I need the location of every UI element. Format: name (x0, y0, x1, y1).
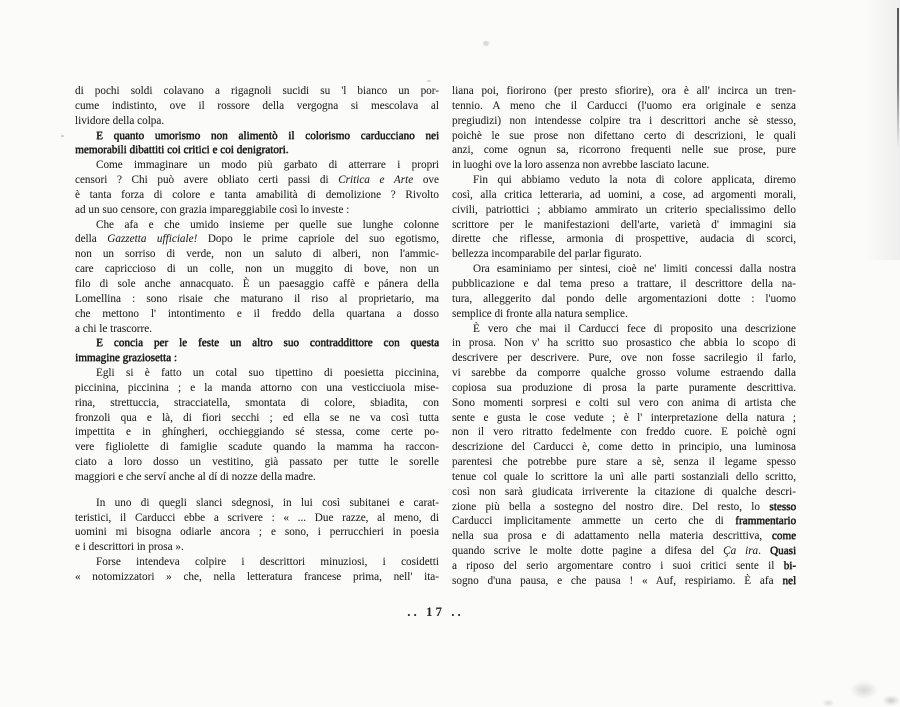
text-segment: bi- (783, 560, 796, 572)
text-segment: anzi, come ognun sa, ricorrono frequenti nelle sue prose, pure (452, 144, 796, 157)
text-segment: scrittore per le manifestazioni dell'arte, varietà d' immagini sia (452, 218, 796, 231)
text-segment: descrivere per descrivere. Pure, ove non fosse sacrilegio il farlo, (452, 352, 796, 365)
text-segment: così non sarà giudicata irriverente la citazione di qualche descri- (452, 485, 796, 498)
text-line (75, 99, 439, 114)
text-segment: Che afa e che umido insieme per quelle sue lunghe colonne (96, 218, 439, 231)
text-segment: tennio. A meno che il Carducci (l'uomo era originale e senza (452, 99, 796, 112)
text-segment: così, alla critica letteraria, ad uomini, a cose, ad argomenti morali, (452, 188, 796, 201)
text-segment: uomini mi bisogna odiarle ancora ; e sono, i perrucchieri in poesia (75, 526, 439, 539)
text-line (75, 322, 439, 337)
text-segment: stesso (769, 500, 796, 513)
text-line (75, 188, 439, 203)
text-segment: filo di sole anche annacquato. È un paesaggio caffè e pánera della (75, 277, 439, 290)
text-segment: zione più bella a sostegno del nostro dire. Del resto, lo (452, 500, 770, 513)
text-line (75, 307, 439, 322)
text-segment: È vero che mai il Carducci fece di proposito una descrizione (473, 322, 796, 335)
text-line (75, 455, 439, 470)
page-edge-fade (864, 0, 900, 260)
text-line (452, 114, 796, 129)
text-line (452, 351, 796, 366)
text-segment: immagine graziosetta : (75, 352, 177, 365)
scan-speck (427, 80, 431, 82)
text-segment: « notomizzatori » che, nella letteratura francese prima, nell' ita- (75, 571, 439, 583)
text-line (75, 292, 439, 307)
text-segment: Egli si è fatto un cotal suo tipettino di poesietta piccinina, (96, 367, 439, 380)
text-segment: teristici, il Carducci ebbe a scrivere : « ... Due razze, al meno, di (75, 511, 439, 524)
text-line (452, 440, 796, 455)
text-segment: lividore della colpa. (75, 114, 165, 127)
text-line (452, 203, 796, 218)
scan-smudge (850, 681, 878, 699)
text-line (75, 336, 439, 351)
text-line (75, 143, 439, 158)
text-segment: ove (413, 174, 439, 187)
text-line (452, 247, 796, 262)
text-line (452, 381, 796, 396)
text-segment: In uno di quegli slanci sdegnosi, in lui così subitanei e carat- (96, 496, 439, 509)
text-segment: tura, alleggerito dal pondo delle argomentazioni dotte : l'uomo (452, 292, 796, 305)
text-line (75, 555, 439, 570)
text-line (452, 129, 796, 144)
text-line (75, 84, 439, 99)
text-line (452, 336, 796, 351)
text-segment: maggiori e che serví anche al dí di nozze della madre. (75, 470, 316, 483)
text-segment: Lomellina : sono risaie che maturano il riso al proprietario, ma (75, 292, 439, 305)
text-line (452, 277, 796, 292)
text-line (75, 262, 439, 277)
text-line (452, 425, 796, 440)
text-segment: memorabili dibattiti coi critici e coi denigratori. (75, 144, 289, 157)
text-line (452, 455, 796, 470)
text-line (452, 173, 796, 188)
text-line (452, 232, 796, 247)
text-segment: in luoghi ove la loro assenza non avrebbe lasciato lacune. (452, 159, 710, 172)
text-segment: piccinina, piccinina ; e la manda attorno con una vesticciuola mise- (75, 381, 439, 394)
text-segment: copiosa sua produzione di prosa la parte puramente descrittiva. (452, 381, 796, 394)
text-line (75, 232, 439, 247)
text-line (75, 173, 439, 188)
text-line (75, 203, 439, 218)
text-segment: e i descrittori in prosa ». (75, 541, 184, 554)
text-line (75, 411, 439, 426)
text-line (452, 514, 796, 529)
text-segment: Ora esaminiamo per sintesi, cioè ne' limiti concessi dalla nostra (473, 263, 796, 276)
text-line (452, 99, 796, 114)
text-segment: rina, strettuccia, stracciatella, smontata di colore, sbiadita, con (75, 396, 439, 409)
text-line (75, 247, 439, 262)
text-segment: . (758, 545, 770, 558)
text-line (75, 158, 439, 173)
text-line (75, 129, 439, 144)
scan-smudge (882, 695, 900, 706)
text-segment: è tanta forza di colore e tanta amabilità di demolizione ? Rivolto (75, 188, 439, 201)
text-segment: come (771, 530, 796, 543)
text-segment: Sono momenti sorpresi e colti sul vero con anima di artista che (452, 396, 796, 409)
text-line (452, 411, 796, 426)
text-segment: nel (782, 574, 796, 587)
text-segment: censori ? Chi può avere obliato certi passi di (75, 174, 339, 187)
text-line (75, 425, 439, 440)
text-segment: di pochi soldi colavano a rigagnoli sucidi su 'l bianco un por- (75, 85, 439, 97)
text-segment: frammentario (735, 515, 796, 528)
text-segment: nella sua prosa e di adattamento nella materia descrittiva, (452, 530, 772, 543)
text-line (75, 114, 439, 129)
text-line (75, 440, 439, 455)
text-line (452, 559, 796, 574)
text-segment: ciato a loro dosso un vestitino, già passato per tutte le sorelle (75, 456, 439, 469)
text-segment: fronzoli qua e là, di fiori secchi ; ed ella se ne va così tutta (75, 411, 439, 424)
text-segment: Quasi (769, 545, 796, 558)
text-segment: Forse intendeva colpire i descrittori minuziosi, i cosidetti (96, 556, 439, 569)
text-segment: care capriccioso di un colle, non un muggito di bove, non un (75, 263, 439, 276)
text-segment: dirette che riflesse, armonia di prospettive, audacia di scorci, (452, 233, 796, 246)
text-line (452, 218, 796, 233)
text-column-left (75, 84, 439, 589)
text-segment: poichè le sue prose non difettano certo di descrizioni, le quali (452, 129, 796, 142)
text-segment: pubblicazione e dal tema preso a trattare, il descrittore della na- (452, 277, 796, 290)
text-segment: Fin qui abbiamo veduto la nota di colore applicata, diremo (473, 174, 796, 187)
text-segment: liana poi, fiorirono (per presto sfiorire), ora è all' incirca un tren- (452, 85, 796, 97)
text-line (75, 366, 439, 381)
text-line (452, 366, 796, 381)
scan-speck (483, 41, 489, 46)
text-line (452, 500, 796, 515)
text-line (452, 158, 796, 173)
text-line (75, 381, 439, 396)
text-line (452, 262, 796, 277)
text-line (75, 351, 439, 366)
text-line (75, 470, 439, 485)
text-segment: E quanto umorismo non alimentò il colorismo carducciano nei (96, 129, 439, 142)
text-line (452, 529, 796, 544)
text-line (75, 218, 439, 233)
text-segment: tenue col quale lo scrittore la unì alle parti sostanziali dello scritto, (452, 470, 796, 483)
text-line (75, 570, 439, 585)
text-segment: Dopo le prime capriole del suo egotismo, (197, 233, 439, 246)
text-line (75, 277, 439, 292)
text-segment: quando scrive le molte dotte pagine a difesa del (452, 545, 724, 558)
italic-text: Gazzetta ufficiale! (107, 233, 198, 246)
text-segment: E concia per le feste un altro suo contraddittore con questa (96, 337, 439, 350)
text-line (75, 525, 439, 540)
text-line (452, 84, 796, 99)
text-segment: parentesi che potrebbe pure stare a sè, senza il legame spesso (452, 456, 796, 469)
text-line (452, 307, 796, 322)
text-segment: pregiudizi) non intendesse colpire tra i descrittori anche sè stesso, (452, 114, 796, 127)
text-segment: vi sarebbe da comporre qualche grosso volume estraendo dalla (452, 367, 796, 380)
text-line (452, 396, 796, 411)
text-line (452, 485, 796, 500)
italic-text: Critica e Arte (338, 174, 414, 187)
text-line (75, 540, 439, 555)
text-segment: bellezza incomparabile del parlar figurato. (452, 248, 642, 261)
text-segment: civili, patriottici ; abbiamo ammirato un criterio specialissimo dello (452, 203, 796, 216)
italic-text: Ça ira (723, 545, 759, 558)
text-segment: a chi le trascorre. (75, 322, 153, 335)
text-segment: Come immaginare un modo più garbato di atterrare i propri (96, 159, 439, 172)
text-line (452, 143, 796, 158)
text-segment: a riposo del serio argomentare contro i suoi critici sente il (452, 560, 784, 572)
text-segment: cume indistinto, ove il rossore della vergogna si mescolava al (75, 99, 439, 112)
text-line (452, 322, 796, 337)
scan-speck (61, 135, 64, 137)
text-segment: impettita e in ghíngheri, occhieggiando sé stessa, come certe po- (75, 426, 439, 439)
text-line (75, 496, 439, 511)
text-segment: sente e gusta le cose vedute ; è l' interpretazione della natura ; (452, 411, 796, 424)
text-segment: non un sorriso di verde, non un saluto di alberi, non l'ammic- (75, 248, 439, 261)
text-column-right (452, 84, 796, 589)
text-line (75, 511, 439, 526)
page-number: .. 17 .. (407, 604, 464, 619)
text-line (75, 396, 439, 411)
text-segment: Carducci implicitamente ammette un certo che di (452, 515, 736, 528)
text-line (452, 292, 796, 307)
text-segment: ad un suo censore, con grazia impareggiabile così lo investe : (75, 203, 350, 216)
text-line (452, 544, 796, 559)
text-segment: in prosa. Non v' ha scritto suo prosastico che abbia lo scopo di (452, 337, 796, 350)
text-line (452, 470, 796, 485)
text-block (75, 84, 796, 589)
text-line (452, 574, 796, 589)
text-segment: vere figliolette di famiglie scadute quando la mamma ha raccon- (75, 441, 439, 454)
text-segment: della (75, 233, 108, 246)
text-segment: descrizione del Carducci è, come detto in principio, una luminosa (452, 441, 796, 454)
text-line (452, 188, 796, 203)
text-segment: sogno d'una pausa, e che pausa ! « Auf, respiriamo. È afa (452, 574, 783, 587)
text-segment: che mettono l' intontimento e il freddo della quartana a dosso (75, 307, 439, 320)
text-segment: semplice di fronte alla natura semplice. (452, 307, 628, 320)
text-segment: non il vero ritratto fedelmente con freddo cuore. E poichè ogni (452, 426, 796, 439)
